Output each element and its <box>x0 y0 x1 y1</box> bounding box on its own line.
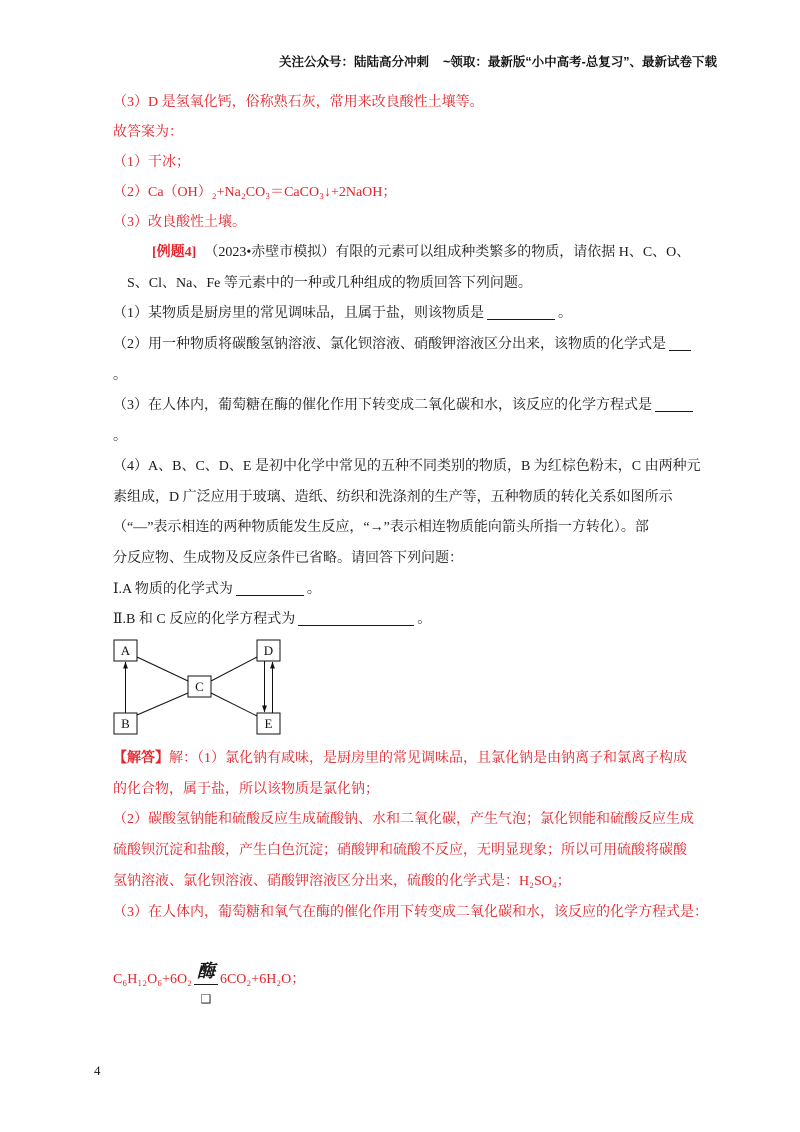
answer-item-3: （3）改良酸性土壤。 <box>113 215 246 230</box>
node-d-label: D <box>263 643 274 658</box>
example-stem-line-2: S、Cl、Na、Fe 等元素中的一种或几种组成的物质回答下列问题。 <box>127 276 532 291</box>
question-4-line-4: 分反应物、生成物及反应条件已省略。请回答下列问题： <box>113 551 463 566</box>
solution-line-5: 氢钠溶液、氯化钡溶液、硝酸钾溶液区分出来，硫酸的化学式是：H₂SO₄； <box>113 874 571 889</box>
question-1-end: 。 <box>558 306 572 321</box>
question-2 <box>113 335 694 355</box>
solution-line-3: （2）碳酸氢钠能和硫酸反应生成硫酸钠、水和二氧化碳，产生气泡；氯化钡能和硫酸反应生成 <box>113 812 694 827</box>
reaction-condition <box>194 958 218 1007</box>
answer-item-2: （2）Ca（OH）₂+Na₂CO₃＝CaCO₃↓+2NaOH； <box>113 185 397 200</box>
link-e-c <box>211 693 257 716</box>
answer-blank <box>669 338 691 351</box>
part-2-text: Ⅱ.B 和 C 反应的化学方程式为 <box>113 612 296 627</box>
question-3 <box>113 396 696 416</box>
node-b-label: B <box>121 716 130 731</box>
solution-line-1 <box>113 749 687 769</box>
example-heading <box>152 243 690 263</box>
question-1 <box>113 304 572 324</box>
question-2-text: （2）用一种物质将碳酸氢钠溶液、氯化钡溶液、硝酸钾溶液区分出来，该物质的化学式是 <box>113 337 666 352</box>
page-number: 4 <box>94 1063 101 1078</box>
conversion-diagram <box>100 630 300 745</box>
answer-blank <box>655 399 693 412</box>
header-account: 关注公众号：陆陆高分冲刺 <box>279 55 430 69</box>
answer-blank <box>236 583 304 596</box>
question-2-end: 。 <box>113 368 127 383</box>
question-4-part-1 <box>113 580 321 600</box>
solution-label: 【解答】 <box>113 751 169 766</box>
previous-answer-note: （3）D 是氢氧化钙，俗称熟石灰，常用来改良酸性土壤等。 <box>113 95 484 110</box>
solution-line-2: 的化合物，属于盐，所以该物质是氯化钠； <box>113 782 379 797</box>
equation-reactants: C₆H₁₂O₆+6O₂ <box>113 972 192 987</box>
node-a-label: A <box>120 643 131 658</box>
example-tag: [例题4] <box>152 245 197 260</box>
answer-blank <box>487 307 555 320</box>
answer-intro: 故答案为： <box>113 125 183 140</box>
part-1-text: Ⅰ.A 物质的化学式为 <box>113 582 233 597</box>
question-4-line-2: 素组成，D 广泛应用于玻璃、造纸、纺织和洗涤剂的生产等，五种物质的转化关系如图所示 <box>113 490 673 505</box>
page-header <box>279 53 717 71</box>
answer-blank <box>298 613 414 626</box>
part-2-end: 。 <box>417 612 432 627</box>
question-4-line-3: （“—”表示相连的两种物质能发生反应，“→”表示相连物质能向箭头所指一方转化）。部 <box>113 520 649 535</box>
condition-placeholder-box: ❑ <box>200 992 212 1006</box>
node-c-label: C <box>195 679 204 694</box>
header-offer: ~领取：最新版“小中高考-总复习”、最新试卷下载 <box>443 55 717 69</box>
link-b-c <box>137 693 188 715</box>
chemical-equation <box>113 958 305 1007</box>
question-4-line-1: （4）A、B、C、D、E 是初中化学中常见的五种不同类别的物质，B 为红棕色粉末，C 由两种元 <box>113 459 701 474</box>
link-d-c <box>211 657 257 681</box>
example-stem-line-1: （2023•赤壁市模拟）有限的元素可以组成种类繁多的物质，请依据 H、C、O、 <box>204 245 691 260</box>
question-3-text: （3）在人体内，葡萄糖在酶的催化作用下转变成二氧化碳和水，该反应的化学方程式是 <box>113 398 652 413</box>
question-1-text: （1）某物质是厨房里的常见调味品，且属于盐，则该物质是 <box>113 306 484 321</box>
part-1-end: 。 <box>306 582 321 597</box>
question-4-part-2 <box>113 610 431 630</box>
answer-item-1: （1）干冰； <box>113 155 190 170</box>
solution-line-4: 硫酸钡沉淀和盐酸，产生白色沉淀；硝酸钾和硫酸不反应，无明显现象；所以可用硫酸将碳酸 <box>113 843 687 858</box>
link-a-c <box>137 657 188 681</box>
node-e-label: E <box>264 716 273 731</box>
question-3-end: 。 <box>113 429 127 444</box>
condition-enzyme: 酶 <box>194 958 218 985</box>
equation-products: 6CO₂+6H₂O； <box>219 972 306 987</box>
solution-line-6: （3）在人体内，葡萄糖和氧气在酶的催化作用下转变成二氧化碳和水，该反应的化学方程式是： <box>113 905 708 920</box>
solution-text-1: 解：（1）氯化钠有咸味，是厨房里的常见调味品，且氯化钠是由钠离子和氯离子构成 <box>169 751 687 766</box>
